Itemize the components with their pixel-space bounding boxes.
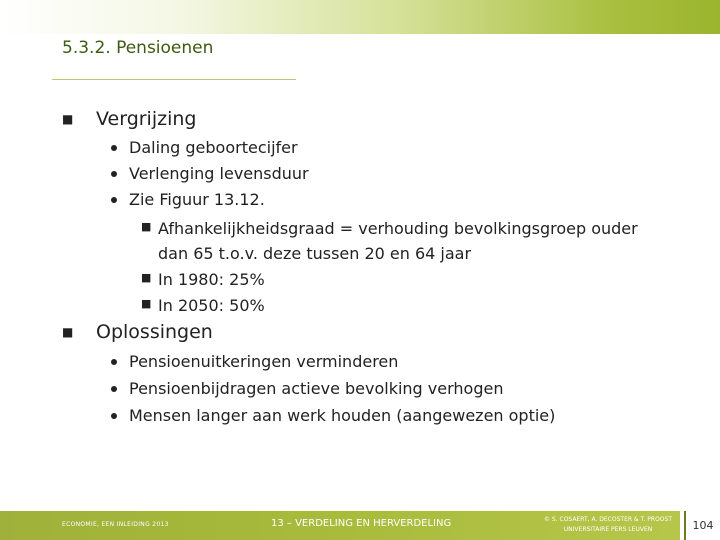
sub-list-item-text: Afhankelijkheidsgraad = verhouding bevolkingsgroep ouder dan 65 t.o.v. deze tussen 20 en 64 jaar [158, 219, 638, 263]
top-decorative-band [0, 0, 720, 34]
round-bullet-icon [111, 145, 117, 151]
list-item-text: Pensioenbijdragen actieve bevolking verhogen [129, 379, 504, 398]
sub-list-item-text: In 2050: 50% [158, 296, 265, 315]
title-underline [52, 79, 296, 80]
round-bullet-icon [111, 359, 117, 365]
square-bullet-icon: ■ [62, 112, 74, 126]
section-heading-vergrijzing [62, 108, 196, 130]
square-bullet-icon: ■ [141, 220, 152, 233]
list-item [111, 138, 298, 157]
round-bullet-icon [111, 413, 117, 419]
list-item [111, 406, 555, 425]
list-item-text: Zie Figuur 13.12. [129, 190, 265, 209]
round-bullet-icon [111, 171, 117, 177]
list-item-text: Pensioenuitkeringen verminderen [129, 352, 399, 371]
round-bullet-icon [111, 386, 117, 392]
section-heading-text: Vergrijzing [96, 108, 197, 130]
square-bullet-icon: ■ [141, 271, 152, 284]
square-bullet-icon: ■ [141, 297, 152, 310]
list-item [111, 379, 503, 398]
sub-list-item [141, 293, 658, 318]
sub-list-item [141, 267, 658, 292]
square-bullet-icon: ■ [62, 325, 74, 339]
footer-course-title: ECONOMIE, EEN INLEIDING 2013 [62, 521, 169, 528]
footer-copyright-publisher: UNIVERSITAIRE PERS LEUVEN [563, 526, 653, 533]
list-item-text: Mensen langer aan werk houden (aangewezen optie) [129, 406, 556, 425]
footer-copyright-authors: © S. COSAERT, A. DECOSTER & T. PROOST [543, 516, 672, 523]
footer-chapter-title: 13 – VERDELING EN HERVERDELING [271, 518, 452, 529]
list-item [111, 352, 398, 371]
round-bullet-icon [111, 197, 117, 203]
list-item-text: Daling geboortecijfer [129, 138, 298, 157]
list-item-text: Verlenging levensduur [129, 164, 309, 183]
slide-title: 5.3.2. Pensioenen [62, 38, 214, 58]
sub-list-item-text: In 1980: 25% [158, 270, 265, 289]
section-heading-text: Oplossingen [96, 321, 213, 343]
footer-copyright [538, 515, 678, 535]
page-number: 104 [684, 511, 720, 540]
section-heading-oplossingen [62, 321, 213, 343]
list-item [111, 190, 265, 209]
sub-list-item [141, 216, 658, 266]
list-item [111, 164, 309, 183]
